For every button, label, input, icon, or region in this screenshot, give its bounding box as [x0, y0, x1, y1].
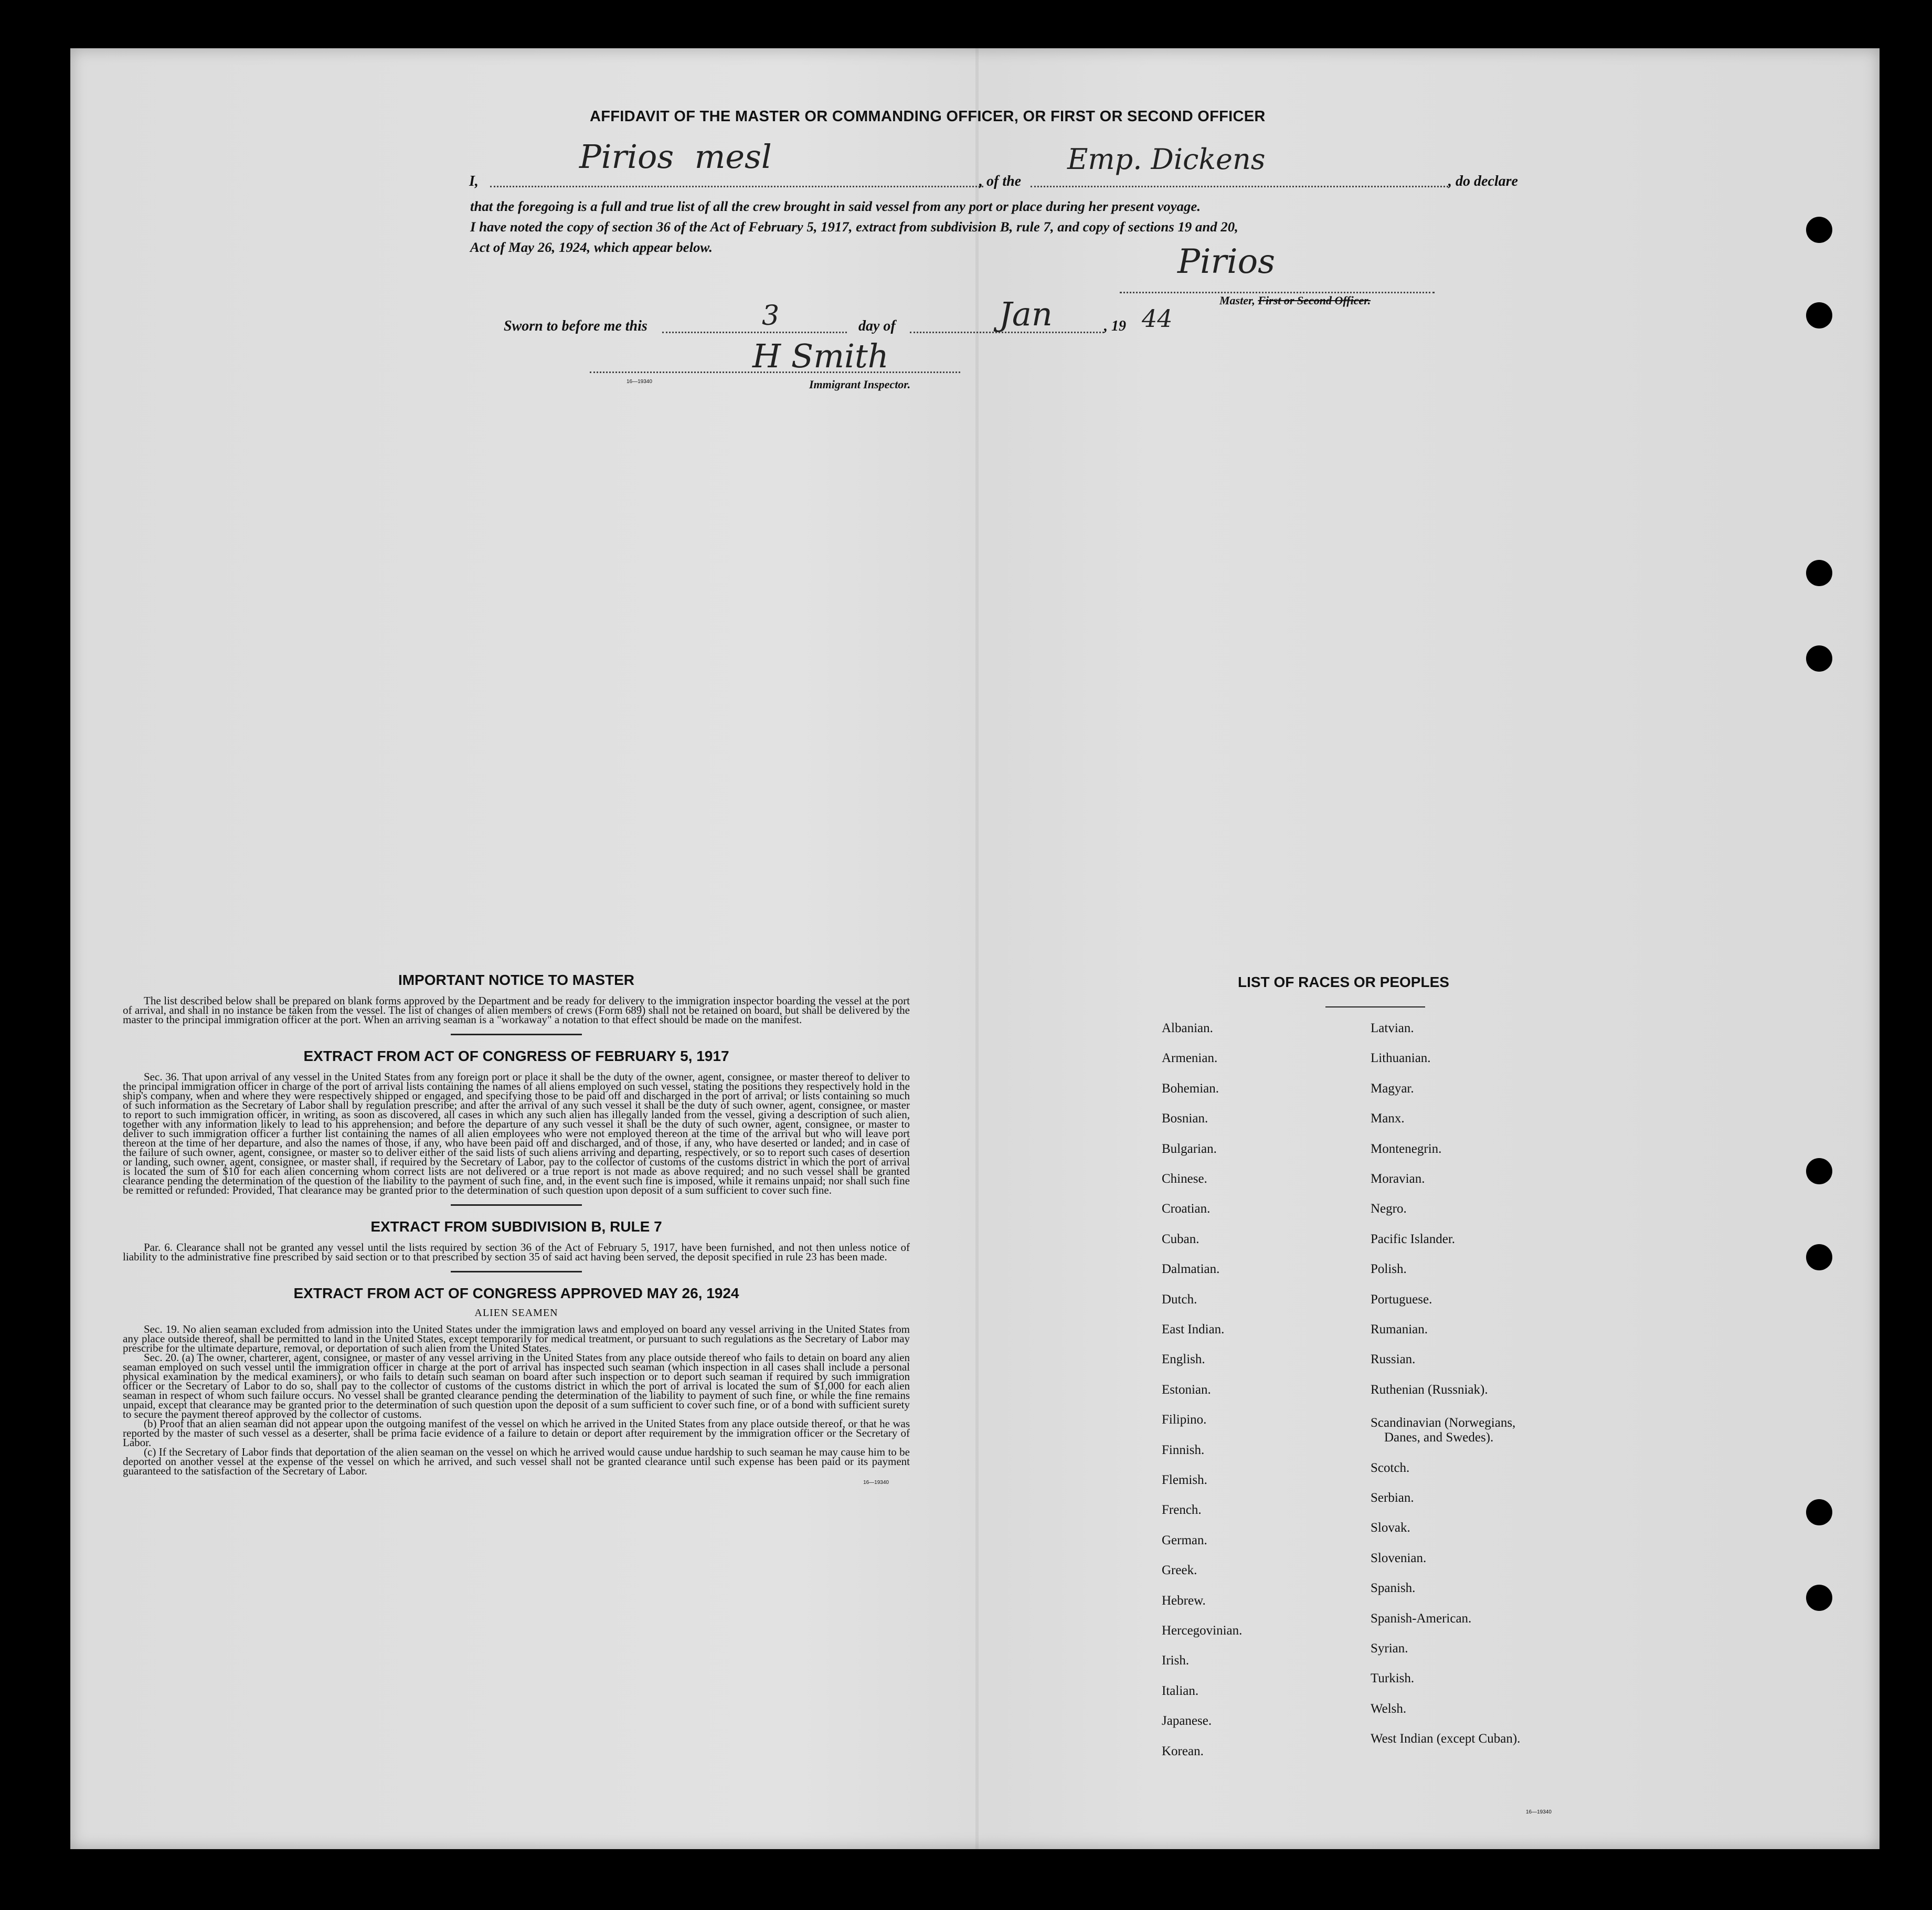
race-right-item: Turkish. [1371, 1671, 1415, 1686]
race-right-item: Serbian. [1371, 1491, 1414, 1505]
race-left-item: Bosnian. [1162, 1111, 1208, 1126]
extract-1917-text: Sec. 36. That upon arrival of any vessel in the United States from any foreign port or place it shall be the duty of the owner, agent, consignee, or master thereof to deliver to the principal immigration officer in charge of the port of arrival lists containing the names of all aliens employed on such vessel, stating the positions they respectively hold in the ship's company, when and where they were respectively shipped or engaged, and specifying those to be paid off and discharged in the port of arrival; or lists containing so much of such information as the Secretary of Labor shall by regulation prescribe; and after the arrival of any such vessel it shall be the duty of such owner, agent, consignee, or master to report to such immigration officer, in writing, as soon as discovered, all cases in which any such alien has illegally landed from the vessel, giving a description of such alien, together with any information likely to lead to his apprehension; and before the departure of any such vessel it shall be the duty of such owner, agent, consignee, or master to deliver to such immigration officer a further list containing the names of all alien employees who were not employed thereon at the time of the arrival but who will leave port thereon at the time of her departure, and also the names of those, if any, who have been paid off and discharged, and of those, if any, who have deserted or landed; and in case of the failure of such owner, agent, consignee, or master so to deliver either of the said lists of such aliens arriving and departing, respectively, or so to report such cases of desertion or landing, such owner, agent, consignee, or master shall, if required by the Secretary of Labor, pay to the collector of customs of the customs district in which the port of arrival is located the sum of $10 for each alien concerning whom correct lists are not delivered or a true report is not made as above required; and no such vessel shall be granted clearance pending the determination of the question of the liability to the payment of such fine, and, in the event such fine is imposed, while it remains unpaid; nor shall such fine be remitted or refunded: Provided, That clearance may be granted prior to the determination of such question upon deposit of a sum sufficient to cover such fine. [123, 1070, 910, 1196]
binder-hole [1806, 645, 1832, 672]
race-left-item: Chinese. [1162, 1172, 1207, 1186]
race-right-item: Lithuanian. [1371, 1051, 1431, 1066]
race-right-item: Welsh. [1371, 1701, 1407, 1716]
extract-1917-title: EXTRACT FROM ACT OF CONGRESS OF FEBRUARY 5, 1917 [303, 1048, 729, 1064]
affidavit-form-number: 16—19340 [627, 379, 652, 385]
race-left-item: Albanian. [1162, 1021, 1213, 1035]
race-left-item: Irish. [1162, 1653, 1190, 1668]
signer-name-handwriting: Pirios mesl [579, 137, 772, 176]
subdivision-title: EXTRACT FROM SUBDIVISION B, RULE 7 [370, 1218, 662, 1235]
sworn-year-handwriting: 44 [1142, 304, 1173, 333]
sworn-label: Sworn to before me this [504, 318, 647, 334]
vessel-name-handwriting: Emp. Dickens [1067, 143, 1266, 176]
race-left-item: French. [1162, 1503, 1202, 1518]
master-signature: Pirios [1177, 242, 1275, 281]
race-right-item: Spanish-American. [1371, 1611, 1472, 1626]
races-form-number: 16—19340 [1526, 1809, 1552, 1815]
binder-hole [1806, 1585, 1832, 1611]
inspector-signature: H Smith [752, 337, 889, 375]
races-title: LIST OF RACES OR PEOPLES [1238, 974, 1449, 990]
race-left-item: Armenian. [1162, 1051, 1218, 1066]
extract-form-number: 16—19340 [863, 1480, 889, 1485]
race-left-item: Dutch. [1162, 1292, 1197, 1307]
sworn-month-handwriting: Jan [999, 295, 1053, 333]
vessel-name-line [1031, 186, 1448, 187]
master-label [1219, 294, 1371, 307]
signer-name-line [490, 186, 983, 187]
master-title: Master, [1219, 294, 1255, 307]
document-sheet [70, 48, 1880, 1849]
notice-title: IMPORTANT NOTICE TO MASTER [398, 972, 635, 988]
race-left-item: Cuban. [1162, 1232, 1199, 1246]
section-divider [451, 1034, 582, 1035]
notice-text: The list described below shall be prepared on blank forms approved by the Department and be ready for delivery to the immigration inspector boarding the vessel at the port of arrival, and shall in no instance be taken from the vessel. The list of changes of alien members of crews (Form 689) shall not be retained on board, but shall be delivered by the master to the principal immigration officer at the port. When an arriving seaman is a "workaway" a notation to that effect should be made on the manifest. [123, 994, 910, 1026]
race-left-item: English. [1162, 1352, 1205, 1367]
race-right-item: Slovenian. [1371, 1551, 1427, 1565]
race-right-item: Polish. [1371, 1262, 1407, 1277]
races-title-rule [1325, 1006, 1425, 1007]
binder-hole [1806, 1158, 1832, 1184]
binder-hole [1806, 1244, 1832, 1270]
race-left-item: Greek. [1162, 1563, 1197, 1578]
race-left-item: Hercegovinian. [1162, 1624, 1243, 1638]
race-right-item: Danes, and Swedes). [1384, 1430, 1494, 1445]
section-divider [451, 1204, 582, 1206]
extract-1924-subtitle: ALIEN SEAMEN [474, 1307, 558, 1319]
affidavit-title: AFFIDAVIT OF THE MASTER OR COMMANDING OFFICER, OR FIRST OR SECOND OFFICER [590, 108, 1266, 125]
section-19-text: Sec. 19. No alien seaman excluded from admission into the United States under the immigration laws and employed on board any vessel arriving in the United States from any place outside thereof, shall be permitted to land in the United States, except temporarily for medical treatment, or pursuant to such regulations as the Secretary of Labor may prescribe for the ultimate departure, removal, or deportation of such alien from the United States. [123, 1323, 910, 1354]
binder-hole [1806, 217, 1832, 243]
section-divider [451, 1271, 582, 1272]
binder-hole [1806, 1499, 1832, 1525]
race-right-item: Scotch. [1371, 1460, 1410, 1475]
i-label: I, [469, 173, 479, 189]
race-left-item: East Indian. [1162, 1322, 1225, 1336]
of-the-label: , of the [979, 173, 1022, 189]
do-declare-label: , do declare [1448, 173, 1518, 189]
race-right-item: Ruthenian (Russniak). [1371, 1382, 1488, 1397]
page-fold [975, 48, 979, 1849]
extract-1924-title: EXTRACT FROM ACT OF CONGRESS APPROVED MAY 26, 1924 [293, 1285, 739, 1301]
sworn-day-handwriting: 3 [762, 300, 780, 332]
section-20b-text: (b) Proof that an alien seaman did not appear upon the outgoing manifest of the vessel on which he arrived in the United States from any place outside thereof, or that he was reported by the master of such vessel as a deserter, shall be prima facie evidence of a failure to detain or deport after requirement by the immigration officer or the Secretary of Labor. [123, 1417, 910, 1449]
sworn-day-line [662, 332, 847, 333]
race-right-item: Negro. [1371, 1202, 1407, 1216]
race-left-item: Filipino. [1162, 1413, 1207, 1427]
race-left-item: Croatian. [1162, 1202, 1211, 1216]
inspector-signature-line [590, 372, 960, 373]
race-right-item: Syrian. [1371, 1641, 1408, 1656]
race-right-item: Moravian. [1371, 1172, 1425, 1186]
day-of-label: day of [858, 318, 896, 334]
race-left-item: Bohemian. [1162, 1081, 1219, 1096]
binder-hole [1806, 560, 1832, 586]
section-20a-text: Sec. 20. (a) The owner, charterer, agent, consignee, or master of any vessel arriving in the United States from any place outside thereof who fails to detain on board any alien seaman employed on such vessel until the immigration officer in charge at the port of arrival has inspected such seaman (which inspection in all cases shall include a personal physical examination by the medical examiners), or who fails to detain such seaman on board after such inspection or to deport such seaman if required by such immigration officer or the Secretary of Labor to do so, shall pay to the collector of customs of the customs district in which the port of arrival is located the sum of $1,000 for each alien seaman in respect of whom such failure occurs. No vessel shall be granted clearance pending the determination of the liability to payment of such fine, or while the fine remains unpaid, except that clearance may be granted prior to the determination of such question upon the deposit of a sum sufficient to cover such fine, or of a bond with sufficient surety to secure the payment thereof approved by the collector of customs. [123, 1351, 910, 1420]
race-left-item: Korean. [1162, 1744, 1204, 1758]
race-left-item: Flemish. [1162, 1473, 1207, 1487]
subdivision-text: Par. 6. Clearance shall not be granted any vessel until the lists required by section 36 of the Act of February 5, 1917, have been furnished, and not then unless notice of liability to the administrative fine prescribed by said section or to that prescribed by section 35 of said act having been served, the deposit specified in rule 23 has been made. [123, 1241, 910, 1263]
affidavit-body-line-1: that the foregoing is a full and true list of all the crew brought in said vessel from any port or place during her present voyage. [470, 198, 1201, 214]
race-right-item: Rumanian. [1371, 1322, 1428, 1336]
race-right-item: Manx. [1371, 1111, 1405, 1126]
affidavit-body-line-2: I have noted the copy of section 36 of the Act of February 5, 1917, extract from subdivision B, rule 7, and copy of sections 19 and 20, [470, 219, 1238, 235]
race-left-item: Finnish. [1162, 1442, 1205, 1457]
race-left-item: Japanese. [1162, 1714, 1212, 1728]
race-right-item: West Indian (except Cuban). [1371, 1732, 1521, 1746]
binder-hole [1806, 302, 1832, 328]
race-right-item: Russian. [1371, 1352, 1416, 1367]
legal-notices [123, 972, 910, 1485]
race-right-item: Spanish. [1371, 1581, 1416, 1596]
race-right-item: Magyar. [1371, 1081, 1414, 1096]
race-left-item: Dalmatian. [1162, 1262, 1220, 1277]
race-right-item: Slovak. [1371, 1521, 1410, 1535]
race-left-item: Italian. [1162, 1683, 1199, 1698]
race-left-item: German. [1162, 1533, 1207, 1547]
race-left-item: Hebrew. [1162, 1593, 1206, 1608]
race-right-item: Scandinavian (Norwegians, [1371, 1416, 1516, 1430]
inspector-label: Immigrant Inspector. [809, 378, 911, 391]
race-right-item: Montenegrin. [1371, 1141, 1442, 1156]
section-20c-text: (c) If the Secretary of Labor finds that deportation of the alien seaman on the vessel on which he arrived would cause undue hardship to such seaman he may cause him to be deported on another vessel at the expense of the vessel on which he arrived, and such vessel shall not be granted clearance until such expense has been paid or its payment guaranteed to the satisfaction of the Secretary of Labor. [123, 1446, 910, 1477]
race-right-item: Pacific Islander. [1371, 1232, 1456, 1246]
race-right-item: Latvian. [1371, 1021, 1414, 1035]
struck-officer-title: First or Second Officer. [1258, 294, 1371, 307]
race-left-item: Bulgarian. [1162, 1141, 1217, 1156]
race-right-item: Portuguese. [1371, 1292, 1432, 1307]
year-prefix: , 19 [1104, 318, 1126, 334]
affidavit-body-line-3: Act of May 26, 1924, which appear below. [470, 239, 713, 255]
master-signature-line [1120, 292, 1435, 293]
race-left-item: Estonian. [1162, 1382, 1211, 1397]
